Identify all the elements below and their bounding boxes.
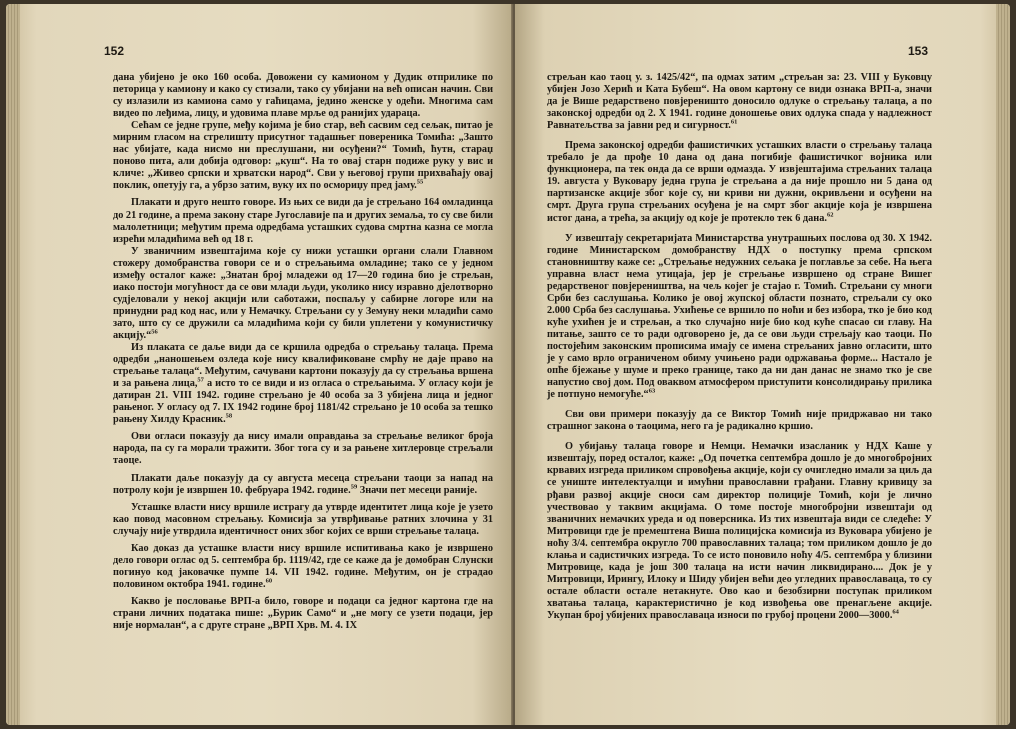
paragraph (113, 197, 493, 245)
paragraph-text: Из плаката се даље види да се кршила одредба о стрељању талаца. Према одредби „наношењем озледа које нису квалификоване смрћу не даје право на стрељање талаца“. Међутим, сачувани картони показују да су стрељања вршена и за рањена лица, (113, 342, 493, 390)
footnote-marker: 61 (730, 118, 738, 126)
paragraph (113, 342, 493, 426)
paragraph (113, 596, 493, 632)
left-page-number: 152 (104, 44, 125, 58)
paragraph-text: У извештају секретаријата Министарства унутрашњих послова од 30. X 1942. године Министарском домобранству НДХ о поступку према српском становништву каже се: „Стрељање недужних сељака је поглавље за себе. На њега управна власт нема утицаја, јер је стрељање извршено од стране Вишег редарственог повјереништва, на чељ којег је стајао г. Томић. Стрељани су многи Срби без саслушања. Колико је овој жупској области познато, стрељали су око 2.000 Срба без саслушања. Ухићење се вршило по ноћи и без избора, тко је био код куће ухићен је и стрељан, а тко случајно није био код куће спасао си главу. На питање, зашто се то ради одговорено је, да се ови људи стрељају као таоци. По постојећим законским прописима имају се имена стрељаних јавно огласити, што је у само врло ограниченом обиму учињено ради одржавања форме... Настало је опће бјежање у шуме и преко границе, тако да ни дан данас не знамо тко је све напустио свој дом. Под оваквом атмосфером приступити консолидирању прилика је потпуно немогуће.“ (547, 232, 932, 401)
paragraph-text: стрељан као таоц у. з. 1425/42“, па одмах затим „стрељан за: 23. VIII у Буковцу убијен Јозо Херић и Ката Бубеш“. На овом картону се види ознака ВРП-а, значи да је Више редарствено повјереништо доносило одлуке о стрељању талаца, а по законској одредби од 2. X 1941. године доношење ових одлука спада у надлежност Равнатељства за јавни ред и сигурност. (547, 72, 932, 132)
footnote-marker: 60 (265, 577, 273, 585)
footnote-marker: 59 (350, 483, 358, 491)
paragraph (113, 431, 493, 467)
paragraph (547, 441, 932, 622)
footnote-marker: 58 (225, 412, 233, 420)
left-page-edges (6, 4, 20, 725)
paragraph-text: О убијању талаца говоре и Немци. Немачки изасланик у НДХ Каше у извештају, поред осталог, каже: „Од почетка септембра дошло је до многобројних крвавих изгреда приликом спровођења акције, који су очигледно имали за циљ да се униште интелектуалци и имућни православни грађани. Главну кривицу за рђави развој акције сноси сам директор полиције Томић, који је лично учествовао у таквим акцијама. О томе постоје многобројни извештаји од званичних немачких уреда и од поверсника. Из тих извештаја види се следеће: У Митровици где је премештена Виша полицијска комисија из Вуковара убијено је ноћу 3/4. септембра округло 700 православних талаца; том приликом дошло је до клања и садистичких изгреда. То се исто поновило ноћу 4/5. септембра у близини Митровице, када је још 300 талаца на исти начин ликвидирано.... Док је у Митровици, Ирингу, Илоку и Шиду убијен већи део угледних православаца, то су остале области остале нетакнуте. Ово као и безобзирни поступак приликом хватања талаца, карактеристично је код извођења ове пренагљене акције. Укупан број убијених православаца износи по грубој процени 2000—3000. (547, 441, 932, 621)
paragraph-text: Какво је пословање ВРП-а било, говоре и подаци са једног картона где на страни личних података пише: „Бурик Само“ и „не могу се узети подаци, јер није нормалан“, а с друге стране „ВРП Хрв. М. 4. IX (113, 595, 493, 632)
paragraph (113, 543, 493, 591)
right-page-text (547, 72, 932, 622)
footnote-marker: 63 (648, 387, 656, 395)
paragraph-text: Као доказ да усташке власти нису вршиле испитивања како је извршено дело говори оглас од 5. септембра бр. 1119/42, где се каже да је домобран Слунски погинуо код јаковачке пумпе 14. VII 1942. године. Међутим, он је страдао половином октобра 1941. године. (113, 542, 493, 590)
paragraph-text: Плакати и друго нешто говоре. Из њих се види да је стрељано 164 омладинца до 21 године, а према закону старе Југославије па и других земаља, то су све били малолетници; међутим према одредбама усташких судова смртна казна се могла изрећи младићима већ од 18 г. (113, 197, 494, 245)
right-page (515, 4, 1010, 725)
paragraph (113, 502, 493, 538)
footnote-marker: 64 (892, 608, 899, 616)
paragraph-text: Сви ови примери показују да се Виктор Томић није придржавао ни тако страшног закона о таоцима, него га је радикално кршио. (547, 409, 932, 433)
paragraph-text: Ови огласи показују да нису имали оправдања за стрељање великог броја народа, па су га морали тражити. Због тога су и за рањене хитлеровце стрељали таоце. (113, 431, 493, 467)
paragraph-text-continued: а исто то се види и из огласа о стрељањима. У огласу који је датиран 21. VIII 1942. године стрељано је 40 особа за 3 убијена лица и једног рањеног. У огласу од 7. IX 1942 године број 1181/42 стрељано је 10 особа за тешко рањену Хилду Красник. (113, 378, 493, 426)
paragraph (113, 72, 493, 120)
footnote-marker: 62 (826, 211, 834, 219)
paragraph-text: Сећам се једне групе, међу којима је био стар, већ сасвим сед сељак, питао је мирним гласом на стрелишту присутног тадашњег повереника Томића: „Зашто нас убијате, када нисмо ни преслушани, ни осуђени?“ Томић, ћутн, стараџ поново пита, али добија одговор: „куш“. На то овај старн подиже руку у вис и кличе: „Живео српски и хрватски народ“. Сви у његовој групи прихваћају овај поклик, опетују га, а убрзо затим, вуку их по осмориџу пред јаму. (113, 120, 493, 192)
paragraph (547, 409, 932, 433)
paragraph-text: дана убијено је око 160 особа. Довожени су камионом у Дудик отприлике по петорица у камиону и како су стизали, тако су убијани на већ описан начин. Сви су излазили из камиона само у гаћицама, једино женске у одећи. Многима сам видео по леђима, лицу, и удовима плаве мрље од ранијих удараца. (113, 72, 493, 120)
paragraph-text: Према законској одредби фашистичких усташких власти о стрељању талаца требало је да прође 10 дана од дана погибије фашистичког војника или функционера, па тек онда да се врши одмазда. У извјештајима стрељаних талаца 19. августа у Вуковару једна група је стрељана а да није прошло ни 5 дана од партизанске акције због које су, ни криви ни дужни, окривљени и осуђени на смрт. Друга група стрељаних осуђена је на смрт због акције која је извршена истог дана, а трећа, за акцију од које је протекло тек 6 дана. (547, 140, 932, 224)
right-page-number: 153 (908, 44, 929, 58)
footnote-marker: 57 (197, 376, 204, 384)
paragraph-text: У званичним извештајима које су нижи усташки органи слали Главном стожеру домобранства говори се и о стрељањима омладине; тако се у једном између осталог каже: „Знатан број младежи од 17—20 година био је стрељан, иако постоји могућност да се ови млади људи, уколико нису изравно дјелотворно судјеловали у некој акцији или саботажи, поспаљу у сабирне логоре или на принудни рад код нас, или у Немачку. Стрељани су у Земуну неки младићи само зато, што су се дружили са младићима који су били уплетени у комунистичку акцију.“ (113, 245, 493, 341)
right-page-edges (996, 4, 1010, 725)
paragraph (113, 120, 493, 192)
footnote-marker: 56 (151, 328, 158, 336)
paragraph-text: Плакати даље показују да су августа месеца стрељани таоци за напад на потролу који је извршен 10. фебруара 1942. године. (113, 472, 493, 496)
paragraph-text-continued: Значи пет месеци раније. (357, 484, 478, 496)
paragraph (113, 246, 493, 342)
paragraph (547, 140, 932, 224)
footnote-marker: 55 (416, 179, 424, 186)
paragraph (547, 72, 932, 132)
book-spread (6, 4, 1010, 725)
left-page-text (113, 72, 493, 632)
left-page (6, 4, 513, 725)
paragraph (113, 473, 493, 497)
paragraph-text: Усташке власти нису вршиле истрагу да утврде идентитет лица које је узето као повод масовном стрељању. Комисија за утврђивање ратних злочина у 31 случају није утврдила идентичност оних због којих се врши стрељање талаца. (113, 501, 493, 537)
paragraph (547, 233, 932, 402)
